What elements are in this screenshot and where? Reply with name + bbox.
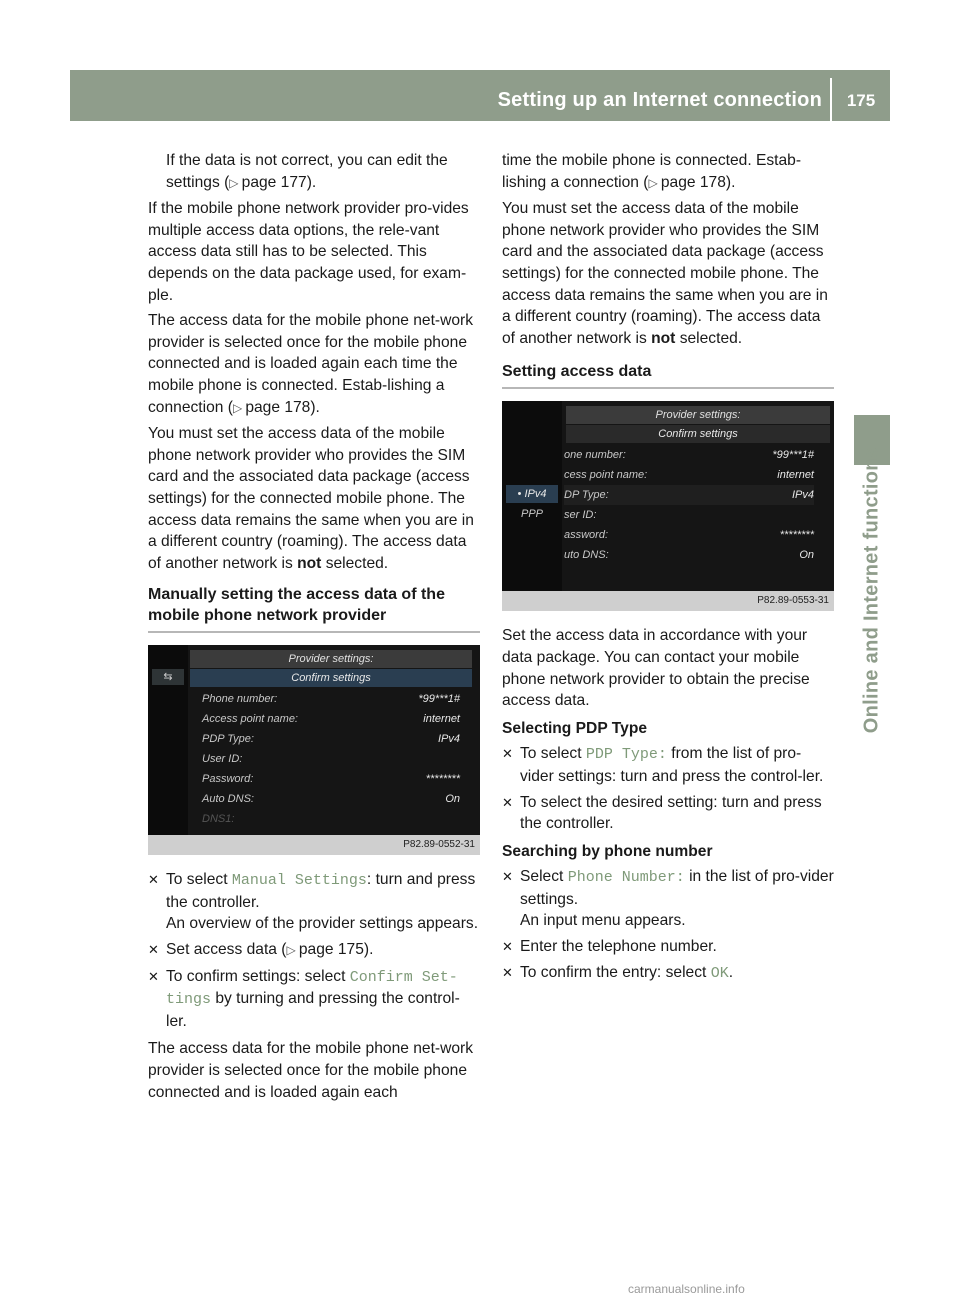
paragraph: If the data is not correct, you can edit the settings (▷ page 177). bbox=[166, 152, 448, 191]
instruction-step: ✕ To select the desired setting: turn and press the controller. bbox=[502, 793, 822, 833]
section-title: Setting up an Internet connection bbox=[497, 89, 822, 111]
image-code: P82.89-0553-31 bbox=[502, 591, 834, 611]
setting-row: one number: *99***1# bbox=[564, 449, 814, 462]
menu-item-ref: PDP Type: bbox=[585, 746, 667, 764]
instruction-step: ✕ To confirm settings: select Confirm Set-tings by turning and pressing the control-ler. bbox=[148, 967, 460, 1030]
section-heading: Setting access data bbox=[502, 363, 652, 381]
step-arrow-icon: ✕ bbox=[148, 942, 159, 958]
paragraph: You must set the access data of the mobile phone network provider who provides the SIM card and the associated data package (access settings) for the connected mobile phone. The access data remains the same when you are in a different country (roaming). The access data of another network is not selected. bbox=[148, 425, 474, 572]
instruction-step: ✕ Set access data (▷ page 175). bbox=[148, 939, 480, 962]
heading-rule bbox=[502, 387, 834, 389]
page-ref-arrow-icon: ▷ bbox=[648, 175, 658, 190]
screen-confirm-settings: Confirm settings bbox=[190, 669, 472, 687]
screen-title: Provider settings: bbox=[190, 650, 472, 668]
step-arrow-icon: ✕ bbox=[502, 939, 513, 955]
page-ref-arrow-icon: ▷ bbox=[286, 943, 296, 958]
heading-rule bbox=[148, 631, 480, 633]
provider-settings-screenshot bbox=[148, 645, 480, 855]
menu-item-ref: OK bbox=[710, 964, 729, 982]
step-arrow-icon: ✕ bbox=[148, 968, 159, 984]
section-heading: Manually setting the access data of the mobile phone network provider bbox=[148, 586, 445, 625]
menu-item-ref: Manual Settings bbox=[231, 872, 367, 890]
page-ref-arrow-icon: ▷ bbox=[232, 400, 243, 415]
setting-row: uto DNS: On bbox=[564, 549, 814, 562]
instruction-step: ✕ Select Phone Number: in the list of pro-vider settings. An input menu appears. bbox=[502, 868, 834, 930]
subheading: Searching by phone number bbox=[502, 842, 713, 860]
setting-row: cess point name: internet bbox=[564, 469, 814, 482]
watermark-url: carmanualsonline.info bbox=[628, 1282, 745, 1296]
step-arrow-icon: ✕ bbox=[502, 964, 513, 980]
paragraph: The access data for the mobile phone net-work provider is selected once for the mobile phone connected and is loaded again each bbox=[148, 1040, 474, 1101]
pdp-type-screenshot bbox=[502, 401, 834, 611]
page-reference[interactable]: page 178 bbox=[245, 398, 311, 416]
paragraph: time the mobile phone is connected. Estab-lishing a connection (▷ page 178). bbox=[502, 152, 802, 191]
image-code: P82.89-0552-31 bbox=[148, 835, 480, 855]
instruction-step: ✕ To select Manual Settings: turn and press the controller. An overview of the provider settings appears. bbox=[148, 871, 479, 933]
back-arrows-icon: ⇆ bbox=[152, 669, 184, 685]
setting-row: PDP Type: IPv4 bbox=[202, 733, 460, 746]
page-ref-arrow-icon: ▷ bbox=[229, 175, 239, 190]
paragraph: Set the access data in accordance with your data package. You can contact your mobile phone network provider to obtain the precise access data. bbox=[502, 627, 810, 710]
step-arrow-icon: ✕ bbox=[502, 794, 513, 810]
menu-item-ref: Confirm Set-tings bbox=[166, 968, 458, 1009]
instruction-step: ✕ Enter the telephone number. bbox=[502, 936, 834, 958]
menu-item-ref: Phone Number: bbox=[567, 869, 685, 887]
paragraph: You must set the access data of the mobile phone network provider who provides the SIM card and the associated data package (access settings) for the connected mobile phone. The access data remains the same when you are in a different country (roaming). The access data of another network is not selected. bbox=[502, 200, 828, 347]
paragraph: If the mobile phone network provider pro-vides multiple access data options, the rele-vant access data still has to be selected. This depends on the data package used, for exam-ple. bbox=[148, 200, 469, 304]
screen-title: Provider settings: bbox=[566, 406, 830, 424]
page-number: 175 bbox=[846, 91, 876, 110]
step-arrow-icon: ✕ bbox=[148, 872, 159, 888]
option-ipv4: • IPv4 bbox=[506, 485, 558, 503]
setting-row: ser ID: bbox=[564, 509, 597, 522]
left-column bbox=[148, 150, 480, 1107]
screen-left-panel bbox=[148, 645, 188, 835]
setting-row: assword: ******** bbox=[564, 529, 814, 542]
header-divider bbox=[830, 78, 832, 121]
right-column bbox=[502, 150, 834, 988]
setting-row: Password: ******** bbox=[202, 773, 460, 786]
setting-row: Access point name: internet bbox=[202, 713, 460, 726]
setting-row: Phone number: *99***1# bbox=[202, 693, 460, 706]
screen-confirm-settings: Confirm settings bbox=[566, 425, 830, 443]
step-arrow-icon: ✕ bbox=[502, 869, 513, 885]
setting-row: DNS1: bbox=[202, 813, 235, 826]
setting-row: Auto DNS: On bbox=[202, 793, 460, 806]
instruction-step: ✕ To confirm the entry: select OK. bbox=[502, 963, 734, 982]
page-reference[interactable]: page 175 bbox=[298, 941, 364, 959]
setting-row: User ID: bbox=[202, 753, 243, 766]
page-reference[interactable]: page 178 bbox=[660, 173, 726, 191]
chapter-label: Online and Internet functions bbox=[860, 446, 883, 734]
setting-row: DP Type: IPv4 bbox=[564, 485, 814, 505]
option-ppp: PPP bbox=[520, 508, 543, 521]
paragraph: The access data for the mobile phone net-work provider is selected once for the mobile phone connected and is loaded again each time the mobile phone is connected. Estab-lishing a connection (▷ page 178). bbox=[148, 312, 474, 416]
screen-option-list bbox=[502, 401, 562, 591]
step-arrow-icon: ✕ bbox=[502, 746, 513, 762]
subheading: Selecting PDP Type bbox=[502, 719, 648, 737]
page-reference[interactable]: page 177 bbox=[241, 173, 307, 191]
instruction-step: ✕ To select PDP Type: from the list of pro-vider settings: turn and press the control-ler. bbox=[502, 745, 824, 785]
header-bar bbox=[70, 70, 890, 121]
